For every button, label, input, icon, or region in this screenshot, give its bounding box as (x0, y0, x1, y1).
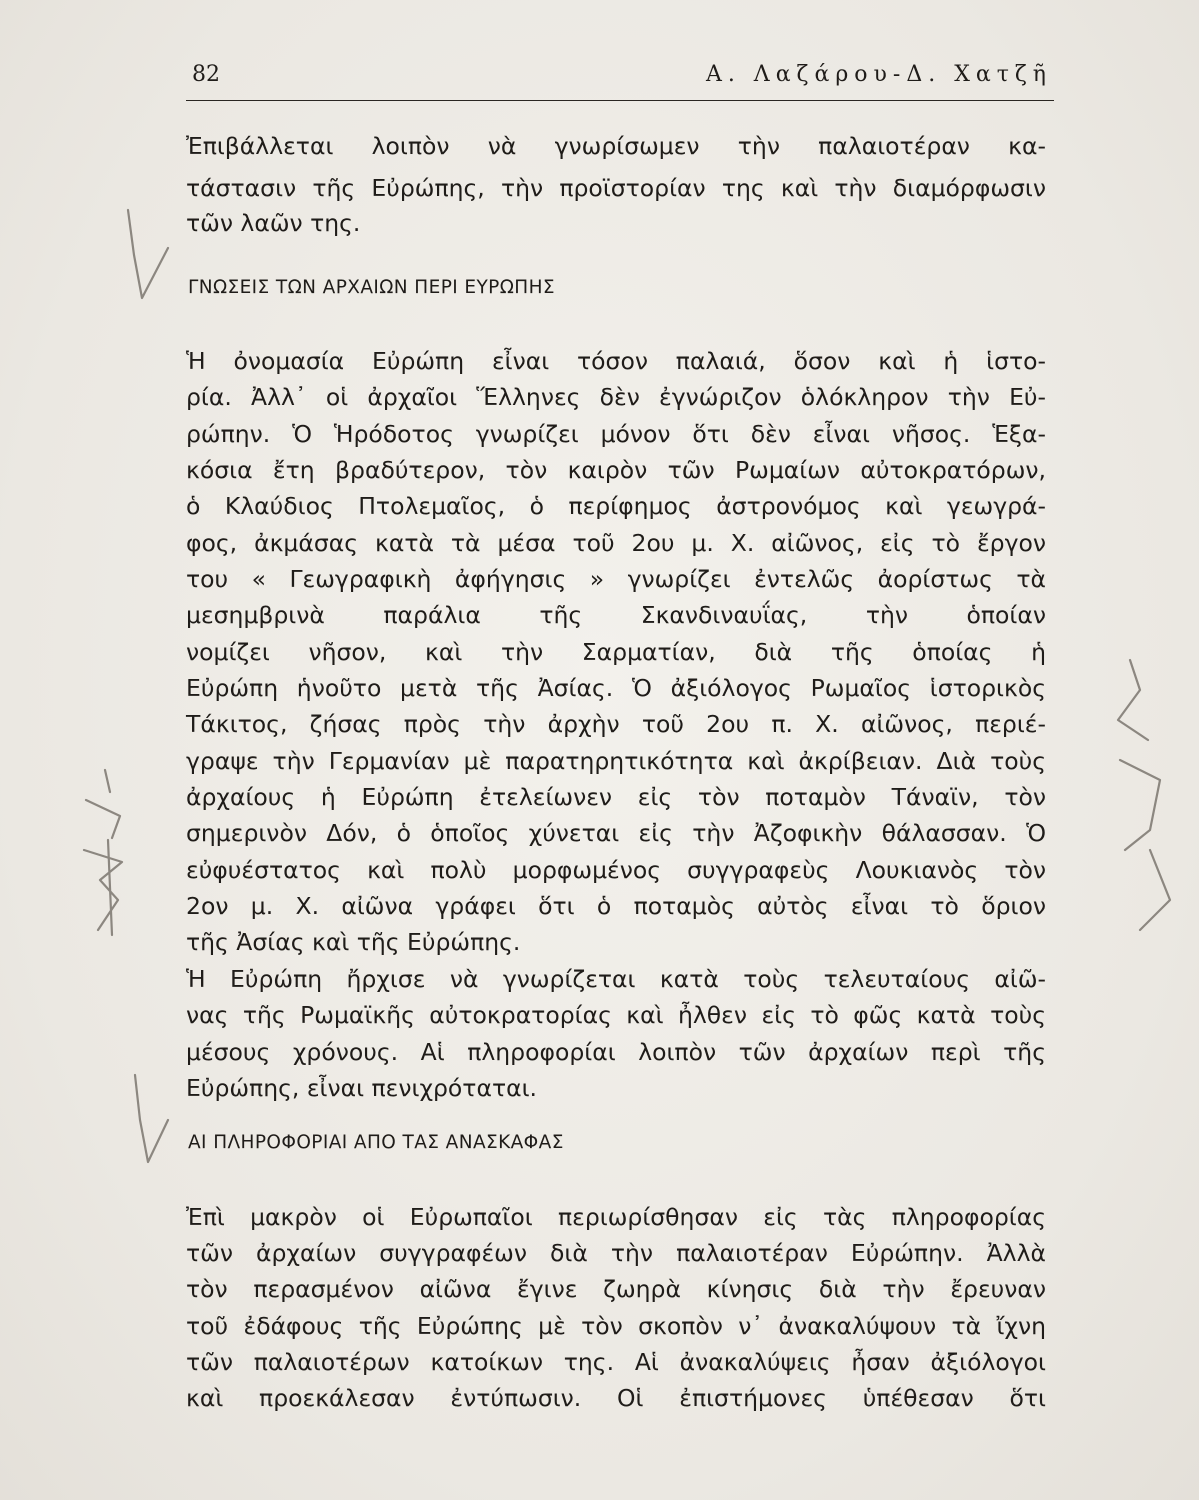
text-line: του « Γεωγραφικὴ ἀφήγησις » γνωρίζει ἐντελῶς ἀορίστως τὰ (186, 565, 1046, 593)
section-heading: ΓΝΩΣΕΙΣ ΤΩΝ ΑΡΧΑΙΩΝ ΠΕΡΙ ΕΥΡΩΠΗΣ (188, 277, 555, 298)
text-line: ἀρχαίους ἡ Εὐρώπη ἐτελείωνεν εἰς τὸν ποταμὸν Τάναϊν, τὸν (186, 783, 1046, 811)
text-line: Τάκιτος, ζήσας πρὸς τὴν ἀρχὴν τοῦ 2ου π. Χ. αἰῶνος, περιέ- (186, 710, 1046, 738)
text-line: τοῦ ἐδάφους τῆς Εὐρώπης μὲ τὸν σκοπὸν ν᾽ ἀνακαλύψουν τὰ ἴχνη (186, 1312, 1046, 1340)
text-line: μεσημβρινὰ παράλια τῆς Σκανδιναυΐας, τὴν ὁποίαν (186, 601, 1046, 629)
text-line: τῶν παλαιοτέρων κατοίκων της. Αἱ ἀνακαλύψεις ἦσαν ἀξιόλογοι (186, 1348, 1046, 1376)
text-line: φος, ἀκμάσας κατὰ τὰ μέσα τοῦ 2ου μ. Χ. αἰῶνος, εἰς τὸ ἔργον (186, 529, 1046, 557)
text-line: γραψε τὴν Γερμανίαν μὲ παρατηρητικότητα καὶ ἀκρίβειαν. Διὰ τοὺς (186, 747, 1046, 775)
text-line: Ἐπιβάλλεται λοιπὸν νὰ γνωρίσωμεν τὴν παλαιοτέραν κα- (186, 132, 1046, 160)
page-header (186, 60, 1054, 101)
text-line: κόσια ἔτη βραδύτερον, τὸν καιρὸν τῶν Ρωμαίων αὐτοκρατόρων, (186, 456, 1046, 484)
text-line: ρία. Ἀλλ᾽ οἱ ἀρχαῖοι Ἕλληνες δὲν ἐγνώριζον ὁλόκληρον τὴν Εὐ- (186, 383, 1046, 411)
text-line: τάστασιν τῆς Εὐρώπης, τὴν προϊστορίαν της καὶ τὴν διαμόρφωσιν (186, 174, 1046, 202)
text-line: Εὐρώπη ἡνοῦτο μετὰ τῆς Ἀσίας. Ὁ ἀξιόλογος Ρωμαῖος ἱστορικὸς (186, 674, 1046, 702)
pencil-scribble-icon (1118, 660, 1170, 930)
text-line: τῆς Ἀσίας καὶ τῆς Εὐρώπης. (186, 928, 521, 956)
text-line: ρώπην. Ὁ Ἡρόδοτος γνωρίζει μόνον ὅτι δὲν εἶναι νῆσος. Ἑξα- (186, 420, 1046, 448)
text-line: τῶν λαῶν της. (186, 209, 361, 237)
text-line: τὸν περασμένον αἰῶνα ἔγινε ζωηρὰ κίνησις διὰ τὴν ἔρευναν (186, 1275, 1046, 1303)
text-line: Ἐπὶ μακρὸν οἱ Εὐρωπαῖοι περιωρίσθησαν εἰς τὰς πληροφορίας (186, 1203, 1046, 1231)
text-line: Ἡ Εὐρώπη ἤρχισε νὰ γνωρίζεται κατὰ τοὺς τελευταίους αἰῶ- (186, 965, 1046, 993)
text-line: νομίζει νῆσον, καὶ τὴν Σαρματίαν, διὰ τῆς ὁποίας ἡ (186, 638, 1046, 666)
text-line: σημερινὸν Δόν, ὁ ὁποῖος χύνεται εἰς τὴν Ἀζοφικὴν θάλασσαν. Ὁ (186, 819, 1046, 847)
running-head: Α. Λαζάρου-Δ. Χατζῆ (705, 62, 1052, 87)
text-line: εὐφυέστατος καὶ πολὺ μορφωμένος συγγραφεὺς Λουκιανὸς τὸν (186, 856, 1046, 884)
pencil-scribble-icon (84, 770, 122, 935)
text-line: Εὐρώπης, εἶναι πενιχρόταται. (186, 1074, 538, 1102)
page-number: 82 (192, 62, 220, 87)
text-line: καὶ προεκάλεσαν ἐντύπωσιν. Οἱ ἐπιστήμονες ὑπέθεσαν ὅτι (186, 1384, 1046, 1412)
text-line: τῶν ἀρχαίων συγγραφέων διὰ τὴν παλαιοτέραν Εὐρώπην. Ἀλλὰ (186, 1239, 1046, 1267)
pencil-checkmark-icon (128, 210, 168, 298)
text-line: 2ον μ. Χ. αἰῶνα γράφει ὅτι ὁ ποταμὸς αὐτὸς εἶναι τὸ ὅριον (186, 892, 1046, 920)
section-heading: ΑΙ ΠΛΗΡΟΦΟΡΙΑΙ ΑΠΟ ΤΑΣ ΑΝΑΣΚΑΦΑΣ (188, 1132, 564, 1153)
text-line: μέσους χρόνους. Αἱ πληροφορίαι λοιπὸν τῶν ἀρχαίων περὶ τῆς (186, 1038, 1046, 1066)
pencil-checkmark-icon (135, 1075, 168, 1162)
text-line: νας τῆς Ρωμαϊκῆς αὐτοκρατορίας καὶ ἦλθεν εἰς τὸ φῶς κατὰ τοὺς (186, 1001, 1046, 1029)
text-line: Ἡ ὀνομασία Εὐρώπη εἶναι τόσον παλαιά, ὅσον καὶ ἡ ἱστο- (186, 347, 1046, 375)
text-line: ὁ Κλαύδιος Πτολεμαῖος, ὁ περίφημος ἀστρονόμος καὶ γεωγρά- (186, 492, 1046, 520)
